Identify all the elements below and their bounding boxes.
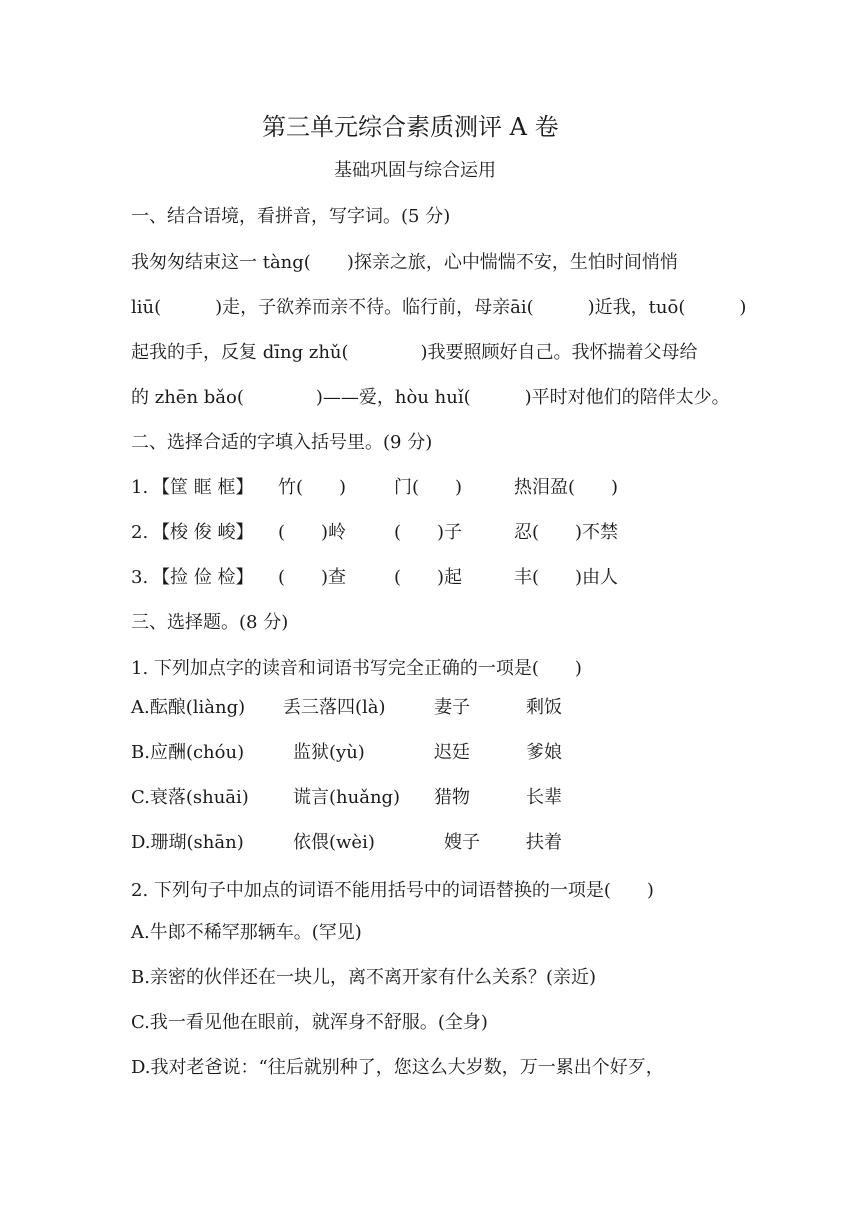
section2-row-options: 【捡 俭 检】 [152, 567, 254, 588]
section1-line: 起我的手，反复 dīng zhǔ( )我要照顾好自己。我怀揣着父母给 [131, 342, 698, 363]
section2-row-num: 3. [131, 567, 149, 588]
q1-option-word: C.衰落(shuāi) [131, 787, 249, 808]
section1-line: 我匆匆结束这一 tàng( )探亲之旅，心中惴惴不安，生怕时间悄悄 [131, 252, 678, 273]
section3-heading: 三、选择题。(8 分) [131, 612, 289, 633]
q1-option-word: 剩饭 [526, 697, 562, 718]
section2-row-options: 【梭 俊 峻】 [152, 522, 254, 543]
q1-option-word: A.酝酿(liàng) [131, 697, 246, 718]
question-stem: 1. 下列加点字的读音和词语书写完全正确的一项是( ) [131, 658, 582, 679]
q1-option-word: 扶着 [526, 832, 562, 853]
section2-item: 热泪盈( ) [514, 477, 619, 498]
q2-option: D.我对老爸说：“往后就别种了，您这么大岁数，万一累出个好歹， [131, 1057, 664, 1078]
question-stem: 2. 下列句子中加点的词语不能用括号中的词语替换的一项是( ) [131, 880, 654, 901]
section2-item: ( )岭 [278, 522, 347, 543]
q1-option-word: 依偎(wèi) [293, 832, 375, 853]
section1-line: 的 zhēn bǎo( )——爱，hòu huǐ( )平时对他们的陪伴太少。 [131, 387, 730, 408]
q1-option-word: 嫂子 [444, 832, 480, 853]
section2-item: ( )起 [394, 567, 463, 588]
q1-option-word: 迟廷 [434, 742, 470, 763]
section2-row-options: 【筐 眶 框】 [152, 477, 254, 498]
q1-option-word: 监狱(yù) [293, 742, 365, 763]
q1-option-word: 谎言(huǎng) [293, 787, 401, 808]
section2-item: 忍( )不禁 [514, 522, 619, 543]
section2-row-num: 2. [131, 522, 149, 543]
section1-line: liū( )走，子欲养而亲不待。临行前，母亲āi( )近我，tuō( ) [131, 297, 747, 318]
q1-option-word: 爹娘 [526, 742, 562, 763]
section2-item: 丰( )由人 [514, 567, 619, 588]
page-subtitle: 基础巩固与综合运用 [334, 160, 496, 181]
q1-option-word: 丢三落四(là) [283, 697, 386, 718]
q2-option: A.牛郎不稀罕那辆车。(罕见) [131, 922, 362, 943]
q2-option: C.我一看见他在眼前，就浑身不舒服。(全身) [131, 1012, 488, 1033]
section2-heading: 二、选择合适的字填入括号里。(9 分) [131, 432, 433, 453]
q1-option-word: B.应酬(chóu) [131, 742, 245, 763]
q1-option-word: 妻子 [434, 697, 470, 718]
section2-item: ( )子 [394, 522, 463, 543]
section2-item: 竹( ) [278, 477, 347, 498]
q2-option: B.亲密的伙伴还在一块儿，离不离开家有什么关系？(亲近) [131, 967, 596, 988]
section1-heading: 一、结合语境，看拼音，写字词。(5 分) [131, 206, 451, 227]
q1-option-word: D.珊瑚(shān) [131, 832, 244, 853]
section2-item: 门( ) [394, 477, 463, 498]
q1-option-word: 猎物 [434, 787, 470, 808]
page-title: 第三单元综合素质测评 A 卷 [262, 113, 559, 141]
section2-row-num: 1. [131, 477, 149, 498]
q1-option-word: 长辈 [526, 787, 562, 808]
section2-item: ( )查 [278, 567, 347, 588]
